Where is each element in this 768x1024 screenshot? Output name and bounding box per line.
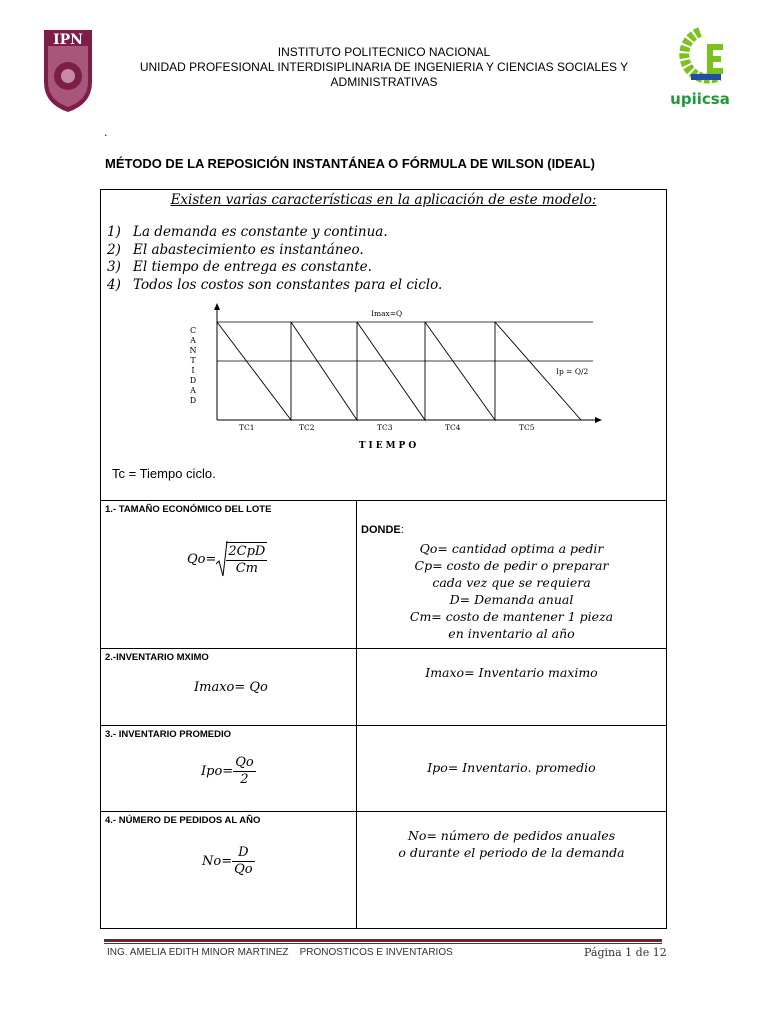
formula-cell: [101, 648, 357, 725]
list-item: 1) La demanda es constante y continua.: [107, 224, 388, 240]
cycle-label: TC2: [299, 423, 315, 432]
definitions: [357, 827, 666, 861]
ipn-logo-text: IPN: [53, 32, 83, 48]
upiicsa-logo: [657, 24, 743, 110]
footer-rule-thin: [104, 943, 662, 944]
definition-line: cada vez que se requiera: [432, 575, 591, 590]
average-inventory-formula: [201, 755, 256, 788]
footer-rule: [104, 939, 662, 942]
donde-label: DONDE:: [361, 524, 404, 536]
formula-lhs: Qo=: [187, 552, 217, 567]
definition-line: Cp= costo de pedir o preparar: [414, 558, 609, 573]
definitions-cell: [357, 811, 666, 928]
formula-cell: [101, 500, 357, 648]
formula-lhs: No=: [202, 854, 233, 869]
definitions: [357, 540, 666, 642]
cycle-label: TC1: [239, 423, 255, 432]
eoq-formula: [187, 542, 267, 577]
definitions-cell: [357, 500, 666, 648]
row-label: 3.- INVENTARIO PROMEDIO: [105, 729, 231, 740]
formula-row-max-inventory: [101, 648, 666, 726]
content-table: [100, 189, 667, 929]
fraction: [232, 845, 254, 878]
sawtooth-cycles: [217, 322, 581, 420]
y-axis-letter: N: [189, 346, 197, 355]
formula-row-orders-per-year: [101, 811, 666, 928]
cycle-4: [425, 322, 495, 420]
ipn-logo: [38, 24, 98, 114]
formula-lhs: Ipo=: [201, 764, 234, 779]
upiicsa-logo-text: upiicsa: [670, 90, 730, 108]
stray-dot: .: [104, 126, 108, 139]
definition-line: Qo= cantidad optima a pedir: [419, 541, 604, 556]
document-title: MÉTODO DE LA REPOSICIÓN INSTANTÁNEA O FÓRMULA DE WILSON (IDEAL): [105, 156, 595, 171]
header-line-1: INSTITUTO POLITECNICO NACIONAL: [277, 45, 491, 59]
orders-formula: [202, 845, 255, 878]
formula-row-lot-size: [101, 500, 666, 649]
formula-cell: [101, 811, 357, 928]
formula-cell: [101, 725, 357, 811]
y-axis-letter: D: [189, 396, 197, 405]
y-axis-letter: C: [189, 326, 197, 335]
list-item: 3) El tiempo de entrega es constante.: [107, 259, 372, 275]
header-line-3: ADMINISTRATIVAS: [330, 75, 438, 89]
formula-numerator: Qo: [235, 755, 254, 770]
x-axis-arrow: [595, 417, 602, 423]
definitions: [357, 664, 666, 681]
y-axis-arrow: [214, 303, 220, 310]
formula-row-average-inventory: [101, 725, 666, 812]
definitions: [357, 759, 666, 776]
list-item: 4) Todos los costos son constantes para el ciclo.: [107, 276, 443, 293]
formula-numerator: D: [232, 845, 254, 862]
cycle-label: TC4: [445, 423, 461, 432]
max-inventory-formula: Imaxo= Qo: [194, 680, 268, 695]
formula-denominator: Cm: [235, 561, 259, 576]
cycle-2: [291, 322, 357, 420]
ip-label: Ip = Q/2: [556, 367, 589, 376]
formula-denominator: Qo: [234, 862, 253, 877]
y-axis-letter: A: [190, 386, 196, 395]
definition-line: No= número de pedidos anuales: [407, 828, 616, 843]
formula-numerator: 2CpD: [228, 544, 266, 559]
formula-denominator: 2: [240, 772, 249, 787]
definition-line: en inventario al año: [448, 626, 575, 641]
y-axis-letters: [189, 326, 196, 405]
y-axis-letter: T: [190, 356, 196, 365]
definition-line: D= Demanda anual: [449, 592, 574, 607]
intro-heading: Existen varias características en la aplicación de este modelo:: [170, 192, 597, 208]
definition-line: o durante el periodo de la demanda: [398, 845, 625, 860]
y-axis-letter: A: [190, 336, 196, 345]
row-label: 2.-INVENTARIO MXIMO: [105, 652, 209, 663]
cycle-label: TC3: [377, 423, 393, 432]
footer-author-course: ING. AMELIA EDITH MINOR MARTINEZ PRONOSTICOS E INVENTARIOS: [107, 947, 453, 958]
row-label: 4.- NÚMERO DE PEDIDOS AL AÑO: [105, 815, 261, 826]
institution-header: [110, 45, 658, 90]
definitions-cell: [357, 648, 666, 725]
characteristics-list: [107, 224, 442, 294]
row-label: 1.- TAMAÑO ECONÓMICO DEL LOTE: [105, 504, 272, 515]
imax-label: Imax=Q: [371, 309, 403, 318]
header-line-2: UNIDAD PROFESIONAL INTERDISIPLINARIA DE INGENIERIA Y CIENCIAS SOCIALES Y: [139, 60, 629, 74]
y-axis-letter: D: [189, 376, 197, 385]
y-axis-letter: I: [191, 366, 195, 375]
fraction: [233, 755, 255, 788]
definitions-cell: [357, 725, 666, 811]
cycle-3: [357, 322, 425, 420]
cycle-1: [217, 322, 291, 420]
square-root: [216, 542, 267, 577]
definition-line: Imaxo= Inventario maximo: [425, 665, 598, 680]
definition-line: Ipo= Inventario. promedio: [427, 760, 596, 775]
list-item: 2) El abastecimiento es instantáneo.: [107, 241, 364, 258]
intro-cell: [101, 190, 666, 501]
inventory-sawtooth-diagram: [181, 302, 611, 452]
x-axis-label: TIEMPO: [358, 441, 420, 451]
definition-line: Cm= costo de mantener 1 pieza: [409, 609, 614, 624]
footer-page-number: Página 1 de 12: [584, 946, 667, 959]
cycle-label: TC5: [519, 423, 535, 432]
cycle-time-note: Tc = Tiempo ciclo.: [112, 466, 216, 481]
